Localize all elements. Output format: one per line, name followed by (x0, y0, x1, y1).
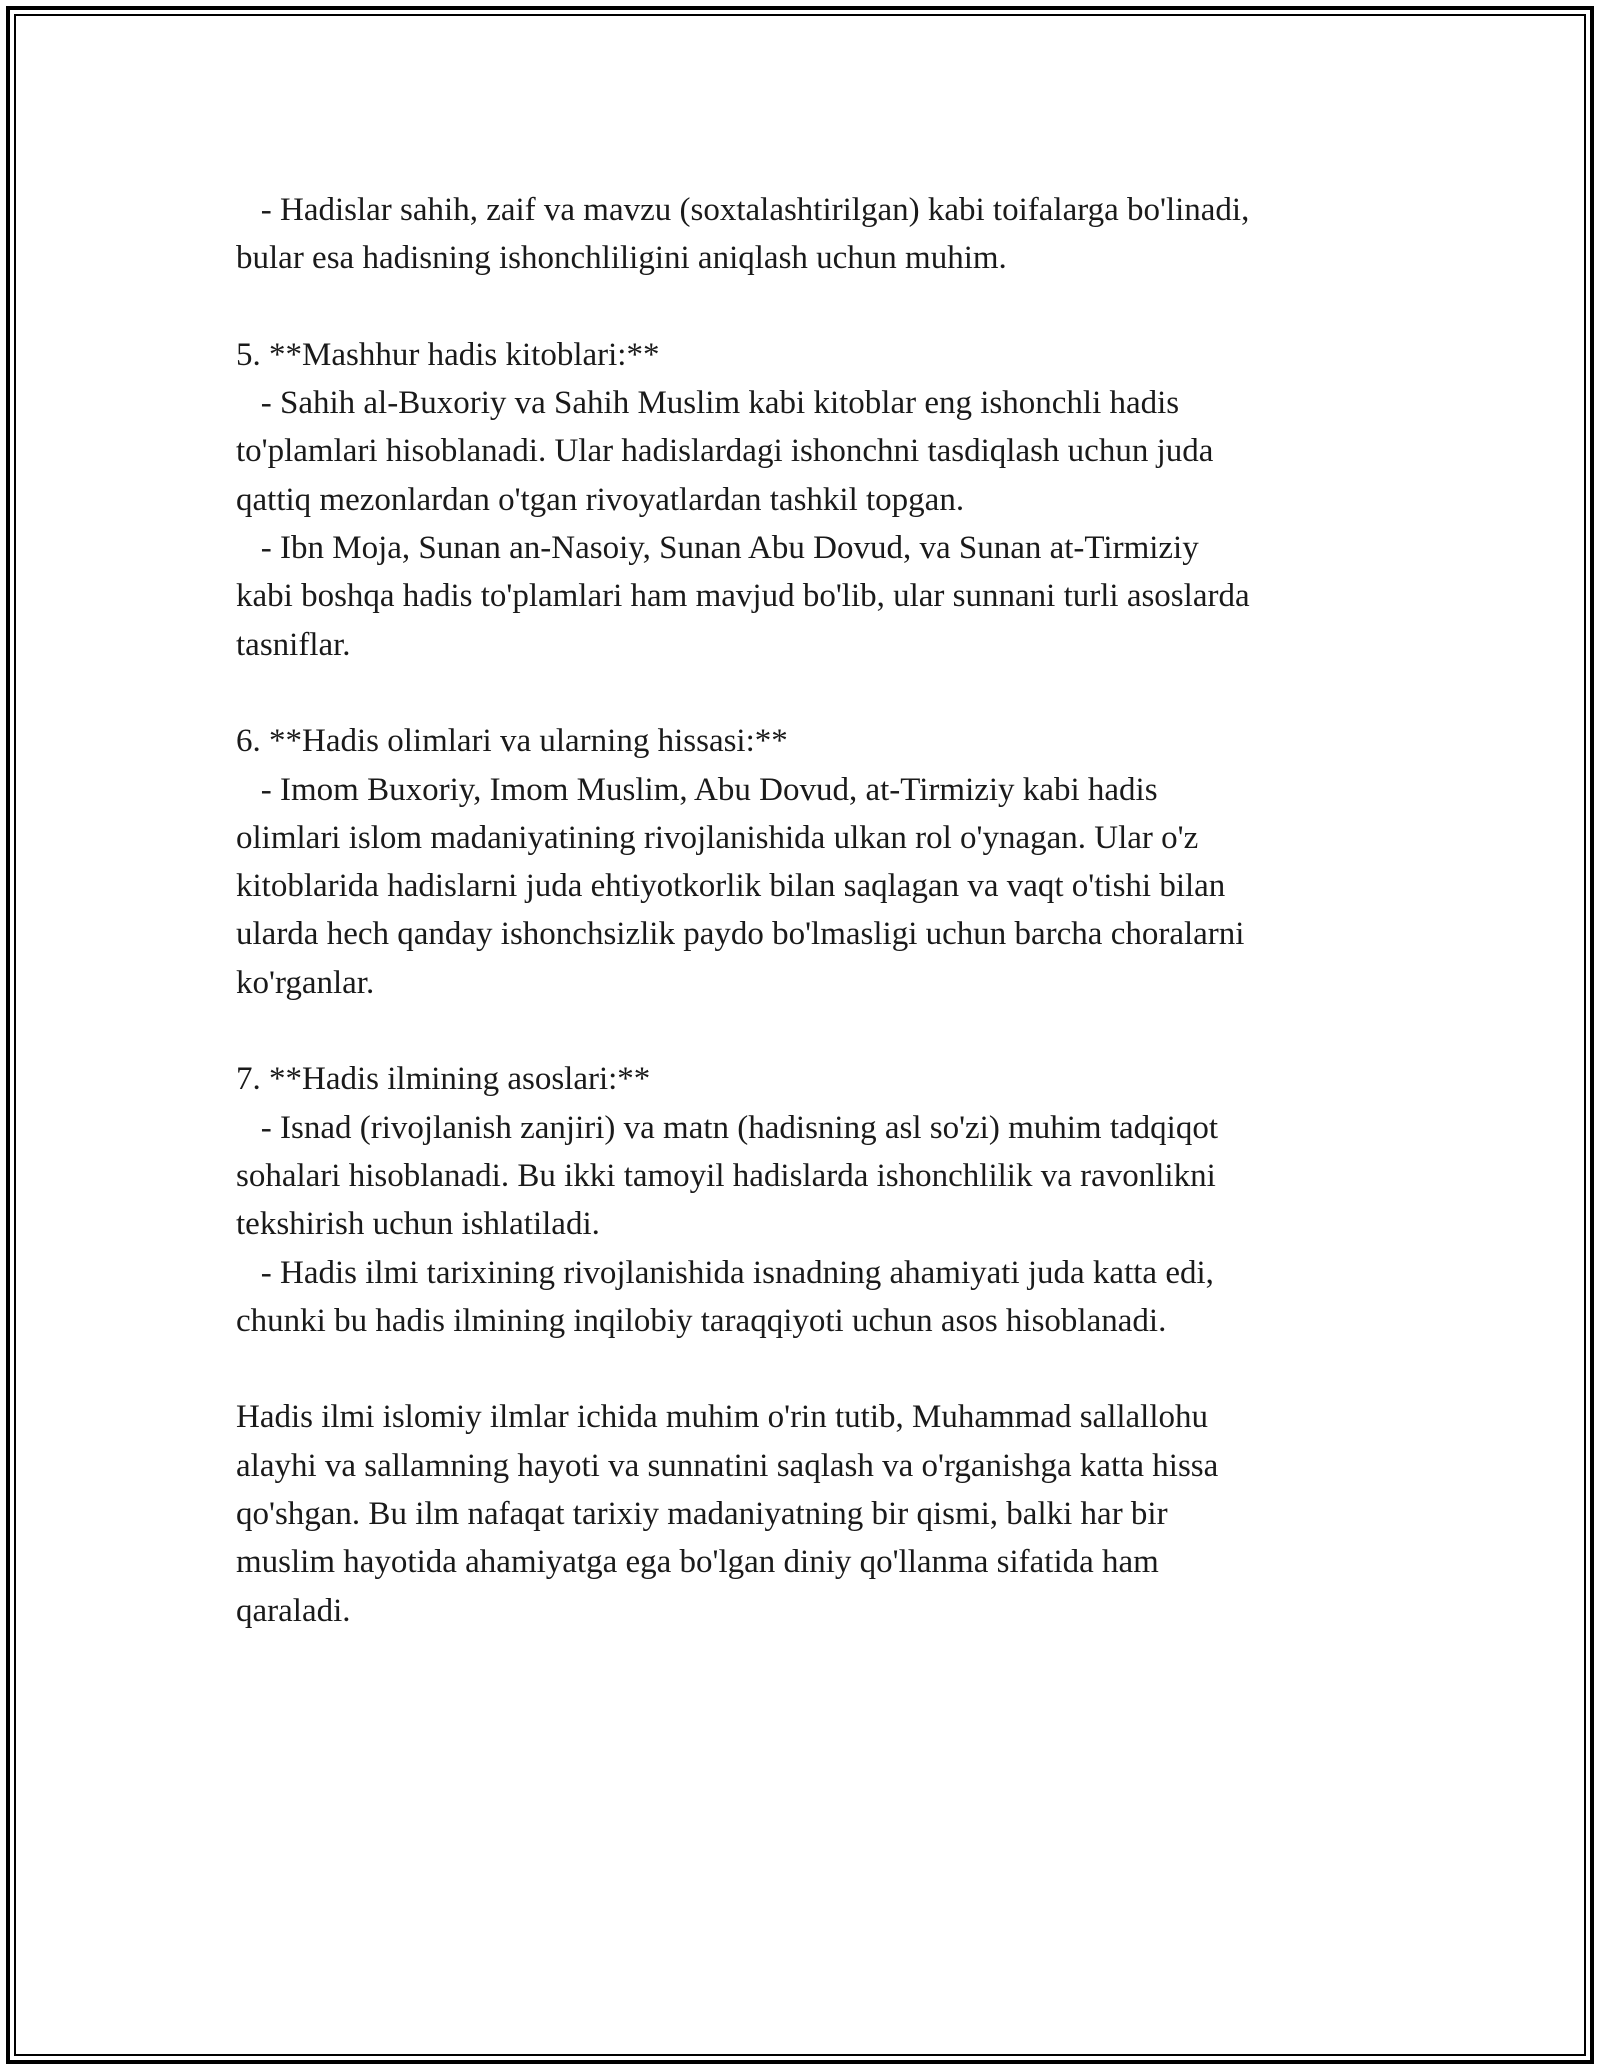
blank-line (236, 1345, 1406, 1393)
text-line: olimlari islom madaniyatining rivojlanishida ulkan rol o'ynagan. Ular o'z (236, 819, 1199, 856)
text-line: qattiq mezonlardan o'tgan rivoyatlardan tashkil topgan. (236, 481, 965, 518)
text-line: ko'rganlar. (236, 964, 375, 1001)
document-body (236, 186, 1406, 1635)
text-line: tasniflar. (236, 626, 351, 663)
text-line: - Ibn Moja, Sunan an-Nasoiy, Sunan Abu Dovud, va Sunan at-Tirmiziy (236, 530, 1199, 567)
text-line: ularda hech qanday ishonchsizlik paydo bo'lmasligi uchun barcha choralarni (236, 916, 1245, 953)
text-line: chunki bu hadis ilmining inqilobiy taraqqiyoti uchun asos hisoblanadi. (236, 1302, 1167, 1339)
text-line: muslim hayotida ahamiyatga ega bo'lgan diniy qo'llanma sifatida ham (236, 1544, 1159, 1581)
text-line: Hadis ilmi islomiy ilmlar ichida muhim o'rin tutib, Muhammad sallallohu (236, 1399, 1209, 1436)
blank-line (236, 669, 1406, 717)
text-line: tekshirish uchun ishlatiladi. (236, 1206, 600, 1243)
text-line: to'plamlari hisoblanadi. Ular hadislardagi ishonchni tasdiqlash uchun juda (236, 433, 1214, 470)
text-line: kabi boshqa hadis to'plamlari ham mavjud bo'lib, ular sunnani turli asoslarda (236, 578, 1250, 615)
blank-line (236, 283, 1406, 331)
text-line: kitoblarida hadislarni juda ehtiyotkorlik bilan saqlagan va vaqt o'tishi bilan (236, 868, 1226, 905)
text-line: - Imom Buxoriy, Imom Muslim, Abu Dovud, at-Tirmiziy kabi hadis (236, 771, 1158, 808)
text-line: sohalari hisoblanadi. Bu ikki tamoyil hadislarda ishonchlilik va ravonlikni (236, 1157, 1216, 1194)
text-line: - Isnad (rivojlanish zanjiri) va matn (hadisning asl so'zi) muhim tadqiqot (236, 1109, 1218, 1146)
text-line: - Hadislar sahih, zaif va mavzu (soxtalashtirilgan) kabi toifalarga bo'linadi, (236, 192, 1250, 228)
text-line: 5. **Mashhur hadis kitoblari:** (236, 336, 660, 373)
text-line: alayhi va sallamning hayoti va sunnatini saqlash va o'rganishga katta hissa (236, 1447, 1219, 1484)
text-line: - Sahih al-Buxoriy va Sahih Muslim kabi kitoblar eng ishonchli hadis (236, 385, 1180, 422)
text-line: 7. **Hadis ilmining asoslari:** (236, 1061, 651, 1098)
text-line: bular esa hadisning ishonchliligini aniqlash uchun muhim. (236, 240, 1007, 277)
text-line: - Hadis ilmi tarixining rivojlanishida isnadning ahamiyati juda katta edi, (236, 1254, 1214, 1291)
text-line: 6. **Hadis olimlari va ularning hissasi:** (236, 723, 788, 760)
blank-line (236, 1007, 1406, 1055)
text-line: qaraladi. (236, 1592, 351, 1629)
text-line: qo'shgan. Bu ilm nafaqat tarixiy madaniyatning bir qismi, balki har bir (236, 1496, 1168, 1533)
